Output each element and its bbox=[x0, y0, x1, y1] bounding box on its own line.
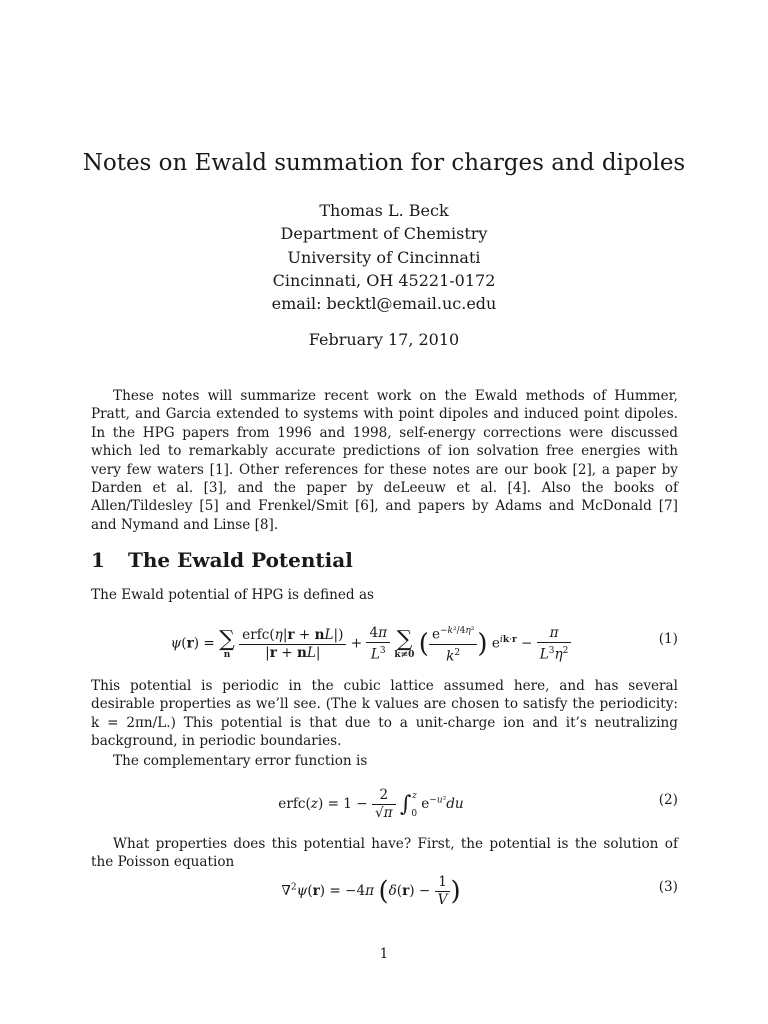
equation-2-body: erfc(z) = 1 − $\frac{2}{√\pi}$ $\int_0^z$ $e^{-u^2}du$ bbox=[278, 787, 464, 821]
equation-3-body: ∇$^2$ψ(r) = −4π (δ(r) − $\frac{1}{V}$ ) bbox=[281, 874, 461, 908]
paragraph-erfc-intro: The complementary error function is bbox=[113, 753, 368, 769]
equation-1-body: ψ(r) = ∑ n $\frac{\text{erfc(η|r + nL|)}}{|r + nL|}$ + $\frac{4\pi}{L^3}$ ∑ k≠0 ( $\frac{e^{-k^2/4\eta^2}}{k^2}$ ) $e^{ik\cdot r}$ − $\frac{\pi}{L^3\eta^2}$ bbox=[91, 623, 651, 665]
section-heading bbox=[91, 546, 353, 574]
paper-date: February 17, 2010 bbox=[308, 330, 460, 349]
author-block bbox=[0, 199, 768, 315]
author-department: Department of Chemistry bbox=[280, 224, 488, 244]
equation-3 bbox=[91, 872, 678, 908]
paragraph-poisson-intro: What properties does this potential have? First, the potential is the solution of the Poisson equation bbox=[91, 836, 678, 871]
equation-1-number: (1) bbox=[658, 631, 678, 647]
author-university: University of Cincinnati bbox=[287, 247, 481, 267]
author-address: Cincinnati, OH 45221-0172 bbox=[272, 270, 496, 290]
equation-1 bbox=[91, 617, 678, 667]
equation-3-number: (3) bbox=[658, 879, 678, 895]
author-email: email: becktl@email.uc.edu bbox=[271, 294, 497, 314]
equation-2 bbox=[91, 783, 678, 823]
abstract-paragraph: These notes will summarize recent work on the Ewald methods of Hummer, Pratt, and Garcia extended to systems with point dipoles and induced point dipoles. In the HPG papers from 1996 and 1998, self-energy corrections were discussed which led to remarkably accurate predictions of ion solvation free energies with very few waters [1]. Other references for these notes are our book [2], a paper by Darden et al. [3], and the paper by deLeeuw et al. [4]. Also the books of Allen/Tildesley [5] and Frenkel/Smit [6], and papers by Adams and McDonald [7] and Nymand and Linse [8]. bbox=[91, 388, 678, 533]
page-number: 1 bbox=[379, 946, 389, 962]
paragraph-ewald-definition: The Ewald potential of HPG is defined as bbox=[91, 587, 375, 603]
equation-2-number: (2) bbox=[658, 792, 678, 808]
section-number: 1 bbox=[91, 548, 105, 572]
section-title: The Ewald Potential bbox=[128, 548, 353, 572]
author-name: Thomas L. Beck bbox=[319, 201, 449, 220]
paragraph-periodicity: This potential is periodic in the cubic lattice assumed here, and has several desirable properties as we’ll see. (The k values are chosen to satisfy the periodicity: k = 2πn/L.) This potential is that due to a unit-charge ion and it’s neutralizing background, in periodic boundaries. bbox=[91, 678, 678, 750]
paper-title: Notes on Ewald summation for charges and dipoles bbox=[82, 150, 686, 176]
